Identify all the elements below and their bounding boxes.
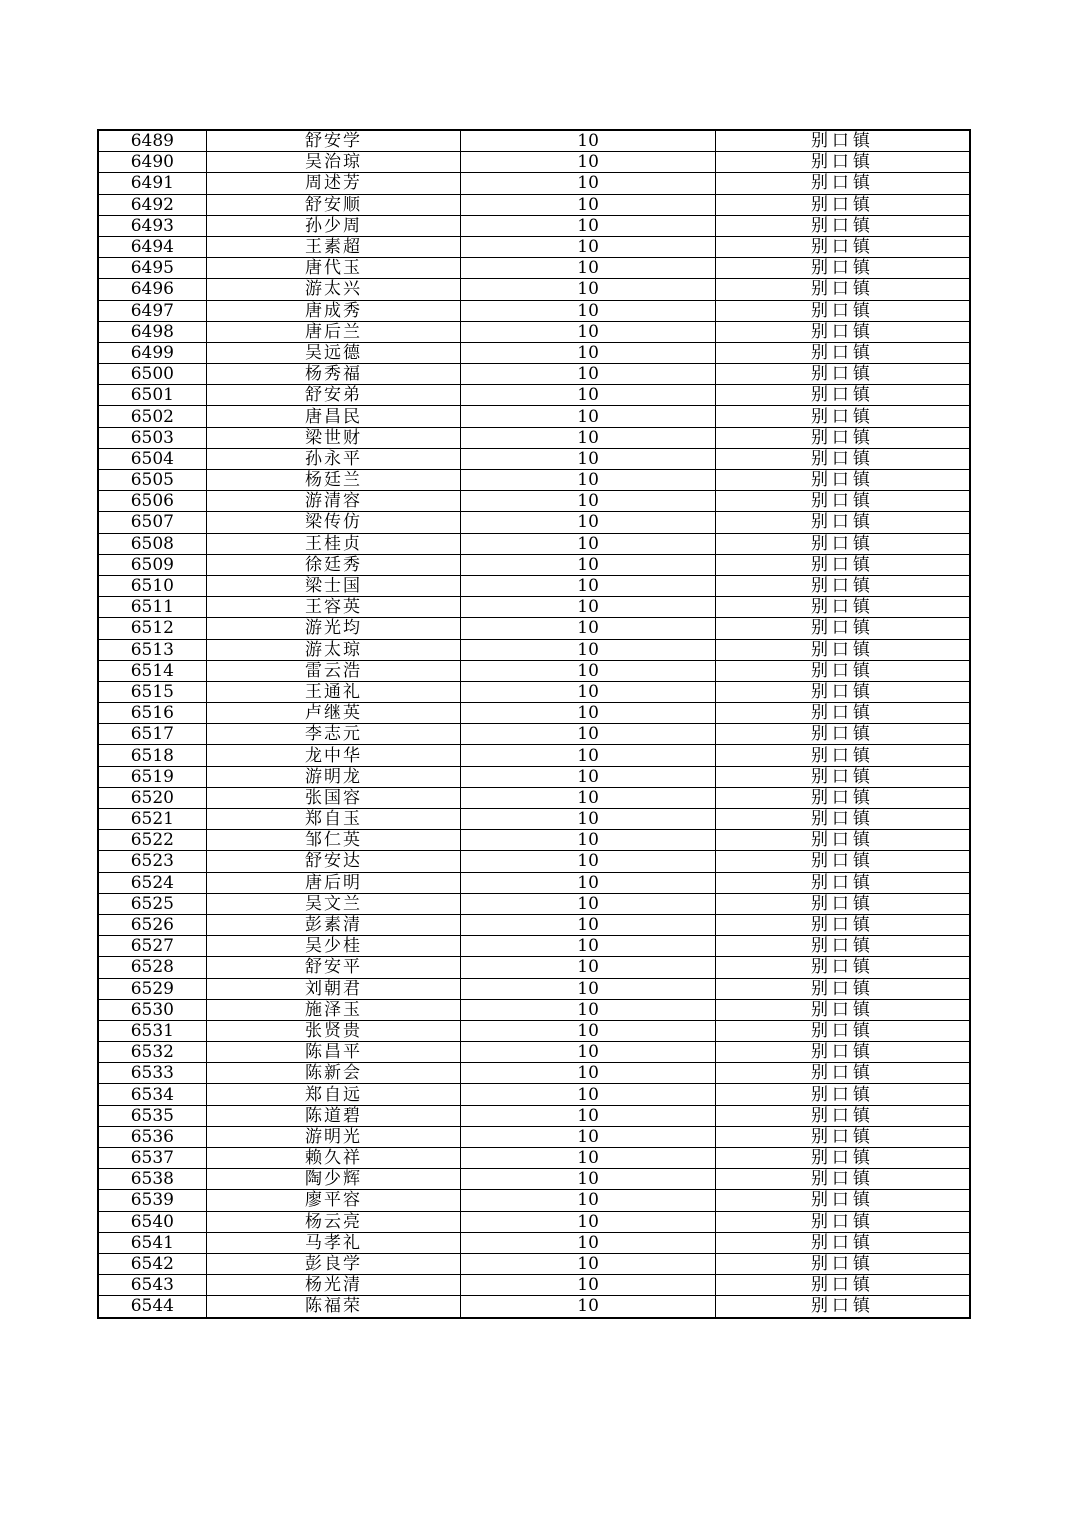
row-town-cell: 别口镇 xyxy=(715,999,970,1020)
row-town-cell: 别口镇 xyxy=(715,406,970,427)
row-amount-cell: 10 xyxy=(461,1211,716,1232)
row-town-cell: 别口镇 xyxy=(715,215,970,236)
row-id-cell: 6523 xyxy=(98,851,206,872)
table-row xyxy=(98,1211,970,1232)
row-town-cell: 别口镇 xyxy=(715,448,970,469)
row-id-cell: 6538 xyxy=(98,1169,206,1190)
row-id-cell: 6514 xyxy=(98,660,206,681)
table-row xyxy=(98,342,970,363)
table-row xyxy=(98,1296,970,1318)
row-town-cell: 别口镇 xyxy=(715,660,970,681)
row-amount-cell: 10 xyxy=(461,618,716,639)
row-town-cell: 别口镇 xyxy=(715,1169,970,1190)
row-amount-cell: 10 xyxy=(461,1253,716,1274)
row-town-cell: 别口镇 xyxy=(715,872,970,893)
row-name-cell: 杨秀福 xyxy=(206,364,461,385)
table-row xyxy=(98,872,970,893)
row-amount-cell: 10 xyxy=(461,1084,716,1105)
table-row xyxy=(98,491,970,512)
row-name-cell: 梁世财 xyxy=(206,427,461,448)
row-amount-cell: 10 xyxy=(461,427,716,448)
row-amount-cell: 10 xyxy=(461,830,716,851)
row-amount-cell: 10 xyxy=(461,639,716,660)
row-town-cell: 别口镇 xyxy=(715,830,970,851)
row-town-cell: 别口镇 xyxy=(715,342,970,363)
row-amount-cell: 10 xyxy=(461,130,716,152)
row-town-cell: 别口镇 xyxy=(715,258,970,279)
row-town-cell: 别口镇 xyxy=(715,1275,970,1296)
row-name-cell: 舒安达 xyxy=(206,851,461,872)
row-id-cell: 6500 xyxy=(98,364,206,385)
row-amount-cell: 10 xyxy=(461,1042,716,1063)
row-amount-cell: 10 xyxy=(461,575,716,596)
row-amount-cell: 10 xyxy=(461,321,716,342)
row-id-cell: 6527 xyxy=(98,936,206,957)
table-row xyxy=(98,1148,970,1169)
table-row xyxy=(98,1253,970,1274)
row-id-cell: 6489 xyxy=(98,130,206,152)
table-row xyxy=(98,639,970,660)
row-name-cell: 吴治琼 xyxy=(206,152,461,173)
row-name-cell: 陶少辉 xyxy=(206,1169,461,1190)
row-name-cell: 赖久祥 xyxy=(206,1148,461,1169)
table-row xyxy=(98,1190,970,1211)
row-id-cell: 6518 xyxy=(98,745,206,766)
row-id-cell: 6530 xyxy=(98,999,206,1020)
row-id-cell: 6517 xyxy=(98,724,206,745)
row-id-cell: 6529 xyxy=(98,978,206,999)
row-amount-cell: 10 xyxy=(461,999,716,1020)
data-table xyxy=(97,129,971,1319)
row-name-cell: 唐昌民 xyxy=(206,406,461,427)
table-row xyxy=(98,427,970,448)
table-row xyxy=(98,321,970,342)
row-amount-cell: 10 xyxy=(461,470,716,491)
row-id-cell: 6491 xyxy=(98,173,206,194)
row-amount-cell: 10 xyxy=(461,533,716,554)
row-name-cell: 游太兴 xyxy=(206,279,461,300)
row-name-cell: 游光均 xyxy=(206,618,461,639)
row-id-cell: 6519 xyxy=(98,766,206,787)
row-town-cell: 别口镇 xyxy=(715,236,970,257)
table-row xyxy=(98,364,970,385)
row-id-cell: 6498 xyxy=(98,321,206,342)
row-town-cell: 别口镇 xyxy=(715,279,970,300)
row-amount-cell: 10 xyxy=(461,745,716,766)
row-name-cell: 刘朝君 xyxy=(206,978,461,999)
row-id-cell: 6506 xyxy=(98,491,206,512)
row-id-cell: 6503 xyxy=(98,427,206,448)
row-id-cell: 6520 xyxy=(98,787,206,808)
table-row xyxy=(98,236,970,257)
row-town-cell: 别口镇 xyxy=(715,1063,970,1084)
row-name-cell: 梁传仿 xyxy=(206,512,461,533)
table-row xyxy=(98,851,970,872)
row-amount-cell: 10 xyxy=(461,978,716,999)
table-row xyxy=(98,936,970,957)
row-amount-cell: 10 xyxy=(461,703,716,724)
row-name-cell: 张贤贵 xyxy=(206,1020,461,1041)
row-name-cell: 唐代玉 xyxy=(206,258,461,279)
row-id-cell: 6522 xyxy=(98,830,206,851)
row-name-cell: 舒安平 xyxy=(206,957,461,978)
row-name-cell: 王桂贞 xyxy=(206,533,461,554)
row-id-cell: 6534 xyxy=(98,1084,206,1105)
row-name-cell: 舒安顺 xyxy=(206,194,461,215)
row-id-cell: 6535 xyxy=(98,1105,206,1126)
row-name-cell: 彭良学 xyxy=(206,1253,461,1274)
row-town-cell: 别口镇 xyxy=(715,533,970,554)
row-town-cell: 别口镇 xyxy=(715,724,970,745)
row-name-cell: 王素超 xyxy=(206,236,461,257)
table-row xyxy=(98,1063,970,1084)
row-id-cell: 6511 xyxy=(98,597,206,618)
row-town-cell: 别口镇 xyxy=(715,554,970,575)
table-row xyxy=(98,173,970,194)
row-amount-cell: 10 xyxy=(461,491,716,512)
row-amount-cell: 10 xyxy=(461,406,716,427)
row-id-cell: 6528 xyxy=(98,957,206,978)
row-name-cell: 徐廷秀 xyxy=(206,554,461,575)
row-name-cell: 唐后明 xyxy=(206,872,461,893)
row-id-cell: 6507 xyxy=(98,512,206,533)
row-town-cell: 别口镇 xyxy=(715,745,970,766)
row-name-cell: 游明光 xyxy=(206,1126,461,1147)
row-name-cell: 龙中华 xyxy=(206,745,461,766)
row-amount-cell: 10 xyxy=(461,194,716,215)
row-amount-cell: 10 xyxy=(461,914,716,935)
table-row xyxy=(98,1232,970,1253)
row-amount-cell: 10 xyxy=(461,766,716,787)
row-amount-cell: 10 xyxy=(461,681,716,702)
table-row xyxy=(98,978,970,999)
row-id-cell: 6526 xyxy=(98,914,206,935)
row-name-cell: 彭素清 xyxy=(206,914,461,935)
row-town-cell: 别口镇 xyxy=(715,1148,970,1169)
table-row xyxy=(98,258,970,279)
row-id-cell: 6499 xyxy=(98,342,206,363)
row-town-cell: 别口镇 xyxy=(715,300,970,321)
table-row xyxy=(98,152,970,173)
row-name-cell: 唐成秀 xyxy=(206,300,461,321)
row-id-cell: 6544 xyxy=(98,1296,206,1318)
row-amount-cell: 10 xyxy=(461,809,716,830)
row-town-cell: 别口镇 xyxy=(715,978,970,999)
table-row xyxy=(98,787,970,808)
row-town-cell: 别口镇 xyxy=(715,936,970,957)
row-town-cell: 别口镇 xyxy=(715,470,970,491)
row-amount-cell: 10 xyxy=(461,1232,716,1253)
table-row xyxy=(98,703,970,724)
row-amount-cell: 10 xyxy=(461,1020,716,1041)
table-row xyxy=(98,448,970,469)
table-row xyxy=(98,385,970,406)
row-amount-cell: 10 xyxy=(461,1296,716,1318)
row-town-cell: 别口镇 xyxy=(715,194,970,215)
row-town-cell: 别口镇 xyxy=(715,1253,970,1274)
row-id-cell: 6502 xyxy=(98,406,206,427)
row-amount-cell: 10 xyxy=(461,1275,716,1296)
row-id-cell: 6537 xyxy=(98,1148,206,1169)
row-town-cell: 别口镇 xyxy=(715,491,970,512)
table-row xyxy=(98,893,970,914)
row-town-cell: 别口镇 xyxy=(715,681,970,702)
row-id-cell: 6504 xyxy=(98,448,206,469)
table-row xyxy=(98,512,970,533)
row-amount-cell: 10 xyxy=(461,512,716,533)
row-id-cell: 6496 xyxy=(98,279,206,300)
row-town-cell: 别口镇 xyxy=(715,787,970,808)
row-town-cell: 别口镇 xyxy=(715,766,970,787)
row-town-cell: 别口镇 xyxy=(715,893,970,914)
row-id-cell: 6531 xyxy=(98,1020,206,1041)
table-row xyxy=(98,1020,970,1041)
row-town-cell: 别口镇 xyxy=(715,1042,970,1063)
row-name-cell: 吴少桂 xyxy=(206,936,461,957)
row-id-cell: 6490 xyxy=(98,152,206,173)
row-name-cell: 张国容 xyxy=(206,787,461,808)
row-name-cell: 周述芳 xyxy=(206,173,461,194)
row-id-cell: 6542 xyxy=(98,1253,206,1274)
table-row xyxy=(98,914,970,935)
row-name-cell: 孙少周 xyxy=(206,215,461,236)
row-name-cell: 梁士国 xyxy=(206,575,461,596)
row-town-cell: 别口镇 xyxy=(715,851,970,872)
row-amount-cell: 10 xyxy=(461,957,716,978)
table-row xyxy=(98,1042,970,1063)
row-id-cell: 6543 xyxy=(98,1275,206,1296)
row-town-cell: 别口镇 xyxy=(715,1105,970,1126)
row-name-cell: 王容英 xyxy=(206,597,461,618)
table-row xyxy=(98,681,970,702)
row-town-cell: 别口镇 xyxy=(715,130,970,152)
row-id-cell: 6509 xyxy=(98,554,206,575)
row-town-cell: 别口镇 xyxy=(715,1020,970,1041)
table-row xyxy=(98,1169,970,1190)
row-name-cell: 陈昌平 xyxy=(206,1042,461,1063)
row-name-cell: 杨光清 xyxy=(206,1275,461,1296)
row-town-cell: 别口镇 xyxy=(715,385,970,406)
table-row xyxy=(98,830,970,851)
row-town-cell: 别口镇 xyxy=(715,809,970,830)
row-name-cell: 邹仁英 xyxy=(206,830,461,851)
row-name-cell: 施泽玉 xyxy=(206,999,461,1020)
table-row xyxy=(98,215,970,236)
row-town-cell: 别口镇 xyxy=(715,957,970,978)
row-town-cell: 别口镇 xyxy=(715,575,970,596)
row-id-cell: 6515 xyxy=(98,681,206,702)
row-id-cell: 6539 xyxy=(98,1190,206,1211)
row-amount-cell: 10 xyxy=(461,554,716,575)
row-id-cell: 6536 xyxy=(98,1126,206,1147)
row-amount-cell: 10 xyxy=(461,893,716,914)
table-body xyxy=(98,130,970,1318)
row-town-cell: 别口镇 xyxy=(715,364,970,385)
table-row xyxy=(98,406,970,427)
row-amount-cell: 10 xyxy=(461,258,716,279)
table-row xyxy=(98,1275,970,1296)
row-amount-cell: 10 xyxy=(461,1063,716,1084)
table-row xyxy=(98,597,970,618)
row-town-cell: 别口镇 xyxy=(715,1126,970,1147)
row-town-cell: 别口镇 xyxy=(715,1084,970,1105)
row-name-cell: 孙永平 xyxy=(206,448,461,469)
row-id-cell: 6540 xyxy=(98,1211,206,1232)
row-name-cell: 陈新会 xyxy=(206,1063,461,1084)
row-name-cell: 舒安弟 xyxy=(206,385,461,406)
row-amount-cell: 10 xyxy=(461,364,716,385)
row-id-cell: 6508 xyxy=(98,533,206,554)
row-amount-cell: 10 xyxy=(461,660,716,681)
row-amount-cell: 10 xyxy=(461,448,716,469)
row-amount-cell: 10 xyxy=(461,597,716,618)
table-row xyxy=(98,575,970,596)
row-town-cell: 别口镇 xyxy=(715,1211,970,1232)
row-amount-cell: 10 xyxy=(461,300,716,321)
table-row xyxy=(98,130,970,152)
row-town-cell: 别口镇 xyxy=(715,427,970,448)
row-name-cell: 王通礼 xyxy=(206,681,461,702)
row-id-cell: 6493 xyxy=(98,215,206,236)
row-name-cell: 游清容 xyxy=(206,491,461,512)
row-amount-cell: 10 xyxy=(461,724,716,745)
row-amount-cell: 10 xyxy=(461,787,716,808)
row-amount-cell: 10 xyxy=(461,872,716,893)
row-town-cell: 别口镇 xyxy=(715,618,970,639)
row-id-cell: 6525 xyxy=(98,893,206,914)
row-id-cell: 6516 xyxy=(98,703,206,724)
row-id-cell: 6513 xyxy=(98,639,206,660)
row-name-cell: 吴文兰 xyxy=(206,893,461,914)
row-name-cell: 卢继英 xyxy=(206,703,461,724)
row-name-cell: 吴远德 xyxy=(206,342,461,363)
row-amount-cell: 10 xyxy=(461,236,716,257)
row-id-cell: 6533 xyxy=(98,1063,206,1084)
row-id-cell: 6510 xyxy=(98,575,206,596)
row-town-cell: 别口镇 xyxy=(715,914,970,935)
row-amount-cell: 10 xyxy=(461,152,716,173)
row-town-cell: 别口镇 xyxy=(715,173,970,194)
row-amount-cell: 10 xyxy=(461,1105,716,1126)
row-name-cell: 雷云浩 xyxy=(206,660,461,681)
table-row xyxy=(98,809,970,830)
table-row xyxy=(98,533,970,554)
row-name-cell: 游太琼 xyxy=(206,639,461,660)
row-town-cell: 别口镇 xyxy=(715,1190,970,1211)
row-id-cell: 6521 xyxy=(98,809,206,830)
row-id-cell: 6505 xyxy=(98,470,206,491)
row-amount-cell: 10 xyxy=(461,1126,716,1147)
table-row xyxy=(98,1126,970,1147)
row-amount-cell: 10 xyxy=(461,215,716,236)
table-row xyxy=(98,279,970,300)
row-name-cell: 游明龙 xyxy=(206,766,461,787)
row-id-cell: 6541 xyxy=(98,1232,206,1253)
row-town-cell: 别口镇 xyxy=(715,512,970,533)
table-row xyxy=(98,999,970,1020)
row-name-cell: 唐后兰 xyxy=(206,321,461,342)
table-row xyxy=(98,745,970,766)
row-id-cell: 6532 xyxy=(98,1042,206,1063)
row-id-cell: 6501 xyxy=(98,385,206,406)
row-amount-cell: 10 xyxy=(461,936,716,957)
row-amount-cell: 10 xyxy=(461,279,716,300)
table-row xyxy=(98,957,970,978)
table-row xyxy=(98,660,970,681)
row-name-cell: 郑自玉 xyxy=(206,809,461,830)
row-name-cell: 郑自远 xyxy=(206,1084,461,1105)
row-name-cell: 李志元 xyxy=(206,724,461,745)
row-amount-cell: 10 xyxy=(461,385,716,406)
row-town-cell: 别口镇 xyxy=(715,1232,970,1253)
row-name-cell: 杨廷兰 xyxy=(206,470,461,491)
table-row xyxy=(98,194,970,215)
row-name-cell: 陈道碧 xyxy=(206,1105,461,1126)
row-amount-cell: 10 xyxy=(461,1148,716,1169)
row-id-cell: 6524 xyxy=(98,872,206,893)
row-amount-cell: 10 xyxy=(461,342,716,363)
row-name-cell: 陈福荣 xyxy=(206,1296,461,1318)
row-id-cell: 6495 xyxy=(98,258,206,279)
row-town-cell: 别口镇 xyxy=(715,152,970,173)
row-id-cell: 6512 xyxy=(98,618,206,639)
row-name-cell: 马孝礼 xyxy=(206,1232,461,1253)
table-row xyxy=(98,1105,970,1126)
row-id-cell: 6494 xyxy=(98,236,206,257)
table-row xyxy=(98,1084,970,1105)
table-row xyxy=(98,554,970,575)
row-town-cell: 别口镇 xyxy=(715,639,970,660)
row-town-cell: 别口镇 xyxy=(715,1296,970,1318)
table-row xyxy=(98,766,970,787)
row-id-cell: 6492 xyxy=(98,194,206,215)
table-row xyxy=(98,470,970,491)
table-row xyxy=(98,618,970,639)
row-name-cell: 廖平容 xyxy=(206,1190,461,1211)
table-row xyxy=(98,724,970,745)
row-id-cell: 6497 xyxy=(98,300,206,321)
row-town-cell: 别口镇 xyxy=(715,321,970,342)
row-amount-cell: 10 xyxy=(461,173,716,194)
row-town-cell: 别口镇 xyxy=(715,597,970,618)
row-amount-cell: 10 xyxy=(461,851,716,872)
table-row xyxy=(98,300,970,321)
row-amount-cell: 10 xyxy=(461,1190,716,1211)
row-name-cell: 杨云亮 xyxy=(206,1211,461,1232)
row-amount-cell: 10 xyxy=(461,1169,716,1190)
row-name-cell: 舒安学 xyxy=(206,130,461,152)
row-town-cell: 别口镇 xyxy=(715,703,970,724)
